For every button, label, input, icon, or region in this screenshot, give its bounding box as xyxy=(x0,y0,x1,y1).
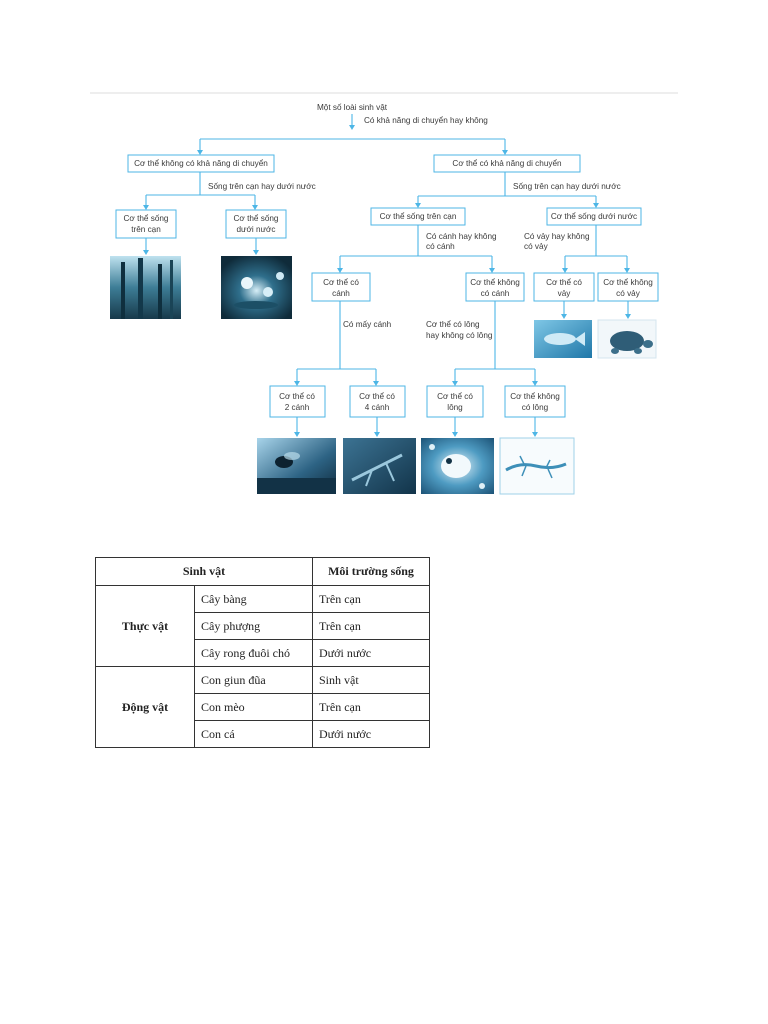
arrow-to-has-wings xyxy=(337,256,343,273)
habitat-table xyxy=(95,557,430,748)
node-plant-water xyxy=(226,210,286,238)
svg-text:có vảy: có vảy xyxy=(616,289,640,298)
svg-text:4 cánh: 4 cánh xyxy=(364,403,390,412)
svg-text:có lông: có lông xyxy=(521,403,549,412)
question-env-label: Sống trên cạn hay dưới nước xyxy=(208,182,316,191)
arrow-to-bird-photo xyxy=(452,417,458,437)
arrow-to-no-wings xyxy=(489,256,495,273)
node-animal-water xyxy=(547,208,641,225)
svg-text:Cơ thể không: Cơ thể không xyxy=(470,278,520,287)
svg-text:Cơ thể có: Cơ thể có xyxy=(279,392,315,401)
question-scales-line2: có vảy xyxy=(524,242,548,251)
group-animals: Động vật xyxy=(96,667,195,748)
habitat-cell: Dưới nước xyxy=(313,640,430,667)
organism-cell: Cây rong đuôi chó xyxy=(195,640,313,667)
question-fur-line2: hay không có lông xyxy=(426,331,493,340)
arrow-to-lizard-photo xyxy=(532,417,538,437)
organism-cell: Cây bàng xyxy=(195,586,313,613)
svg-text:vảy: vảy xyxy=(557,289,571,298)
lizard-photo xyxy=(500,438,574,494)
svg-text:cánh: cánh xyxy=(332,289,350,298)
svg-text:Cơ thể không: Cơ thể không xyxy=(510,392,560,401)
node-has-wings xyxy=(312,273,370,301)
svg-text:Cơ thể không có khả năng di ch: Cơ thể không có khả năng di chuyển xyxy=(134,159,268,168)
question-wings-line2: có cánh xyxy=(426,242,455,251)
arrow-to-forest-photo xyxy=(143,238,149,255)
svg-text:lông: lông xyxy=(447,403,463,412)
svg-text:dưới nước: dưới nước xyxy=(236,225,276,234)
svg-text:2 cánh: 2 cánh xyxy=(284,403,310,412)
arrow-to-two-wings xyxy=(294,369,300,386)
arrow-to-water-plant-photo xyxy=(253,238,259,255)
organism-cell: Con mèo xyxy=(195,694,313,721)
habitat-cell: Dưới nước xyxy=(313,721,430,748)
question-env-right-label: Sống trên cạn hay dưới nước xyxy=(513,182,621,191)
organism-cell: Con cá xyxy=(195,721,313,748)
question-wings-line1: Có cánh hay không xyxy=(426,232,497,241)
header-organism: Sinh vật xyxy=(96,558,313,586)
fly-photo xyxy=(257,438,336,494)
svg-text:Cơ thể có khả năng di chuyển: Cơ thể có khả năng di chuyển xyxy=(452,159,562,168)
svg-text:Cơ thể sống dưới nước: Cơ thể sống dưới nước xyxy=(550,212,638,221)
arrow-to-no-move xyxy=(197,139,203,155)
arrow-to-animal-land xyxy=(415,196,421,208)
bird-photo xyxy=(421,438,494,494)
question-wing-count-label: Có mấy cánh xyxy=(343,320,392,329)
arrow-to-no-scales xyxy=(624,256,630,273)
arrow-to-has-fur xyxy=(452,369,458,386)
question-scales-line1: Có vảy hay không xyxy=(524,232,590,241)
organism-cell: Con giun đũa xyxy=(195,667,313,694)
arrow-to-mantis-photo xyxy=(374,417,380,437)
arrow-to-fly-photo xyxy=(294,417,300,437)
table-header-row xyxy=(96,558,430,586)
mantis-photo xyxy=(343,438,416,494)
habitat-cell: Trên cạn xyxy=(313,586,430,613)
svg-text:Cơ thể có: Cơ thể có xyxy=(437,392,473,401)
fish-photo xyxy=(534,320,592,358)
turtle-photo xyxy=(598,320,656,358)
node-no-move xyxy=(128,155,274,172)
habitat-cell: Trên cạn xyxy=(313,613,430,640)
node-plant-land xyxy=(116,210,176,238)
arrow-to-plant-water xyxy=(252,195,258,210)
arrow-to-move xyxy=(502,139,508,155)
node-two-wings xyxy=(270,386,325,417)
node-animal-land xyxy=(371,208,465,225)
root-arrow xyxy=(349,114,355,130)
svg-text:Cơ thể có: Cơ thể có xyxy=(546,278,582,287)
svg-text:Cơ thể có: Cơ thể có xyxy=(359,392,395,401)
header-habitat: Môi trường sống xyxy=(313,558,430,586)
organism-cell: Cây phượng xyxy=(195,613,313,640)
node-has-scales xyxy=(534,273,594,301)
arrow-to-animal-water xyxy=(593,196,599,208)
svg-text:Cơ thể sống trên cạn: Cơ thể sống trên cạn xyxy=(379,212,457,221)
svg-text:trên cạn: trên cạn xyxy=(131,225,161,234)
node-can-move xyxy=(434,155,580,172)
arrow-to-turtle-photo xyxy=(625,301,631,319)
arrow-to-plant-land xyxy=(143,195,149,210)
forest-photo xyxy=(110,256,181,319)
habitat-cell: Trên cạn xyxy=(313,694,430,721)
arrow-to-no-fur xyxy=(532,369,538,386)
svg-text:có cánh: có cánh xyxy=(480,289,510,298)
node-no-scales xyxy=(598,273,658,301)
svg-text:Cơ thể không: Cơ thể không xyxy=(603,278,653,287)
question-move-label: Có khả năng di chuyển hay không xyxy=(364,116,488,125)
arrow-to-four-wings xyxy=(373,369,379,386)
arrow-to-has-scales xyxy=(562,256,568,273)
table-row xyxy=(96,586,430,613)
node-four-wings xyxy=(350,386,405,417)
node-no-wings xyxy=(466,273,524,301)
group-plants: Thực vật xyxy=(96,586,195,667)
water-plant-photo xyxy=(221,256,292,319)
svg-text:Cơ thể sống: Cơ thể sống xyxy=(123,214,169,223)
root-label: Một số loài sinh vật xyxy=(316,103,388,112)
habitat-cell: Sinh vật xyxy=(313,667,430,694)
arrow-to-fish-photo xyxy=(561,301,567,319)
svg-text:Cơ thể có: Cơ thể có xyxy=(323,278,359,287)
question-fur-line1: Cơ thể có lông xyxy=(426,320,480,329)
node-has-fur xyxy=(427,386,483,417)
table-row xyxy=(96,667,430,694)
node-no-fur xyxy=(505,386,565,417)
svg-text:Cơ thể sống: Cơ thể sống xyxy=(233,214,279,223)
